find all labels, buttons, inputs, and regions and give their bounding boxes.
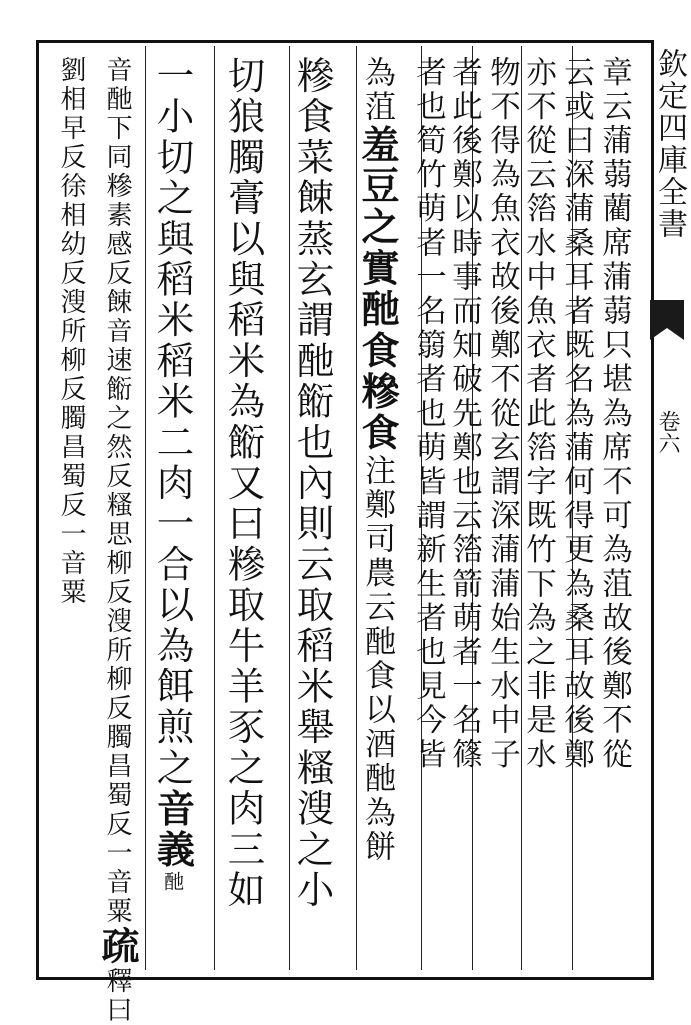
text-column-10 [150,56,196,892]
column-rule [214,46,215,970]
text-column-4: 物不得為魚衣故後鄭不從玄謂深蒲蒲始生水中子 [484,56,520,773]
text-column-3: 亦不從云箈水中魚衣者此箈字既竹下為之非是水 [520,56,556,773]
column-11-note: 音酏下同糝素感反餗音速餰之然反糔思柳反溲所柳反臅昌蜀反一音粟 [102,56,132,926]
volume-label: 卷六 [655,410,680,454]
yinyi-marker: 音義 [150,788,196,872]
column-10-main: 一小切之與稻米稻米二肉一合以為餌煎之 [150,56,195,789]
column-7-note: 注鄭司農云酏食以酒酏為餅 [359,454,395,865]
book-title-margin: 欽定四庫全書 [652,48,687,240]
column-7-prefix: 為菹 [359,56,395,125]
text-column-5: 者此後鄭以時事而知破先鄭也云箈箭萌者一名篠 [446,56,482,773]
column-rule [145,46,146,970]
column-10-tail: 酏 [160,871,185,892]
column-11-tail: 釋曰 [102,967,132,1025]
text-column-2: 云或曰深蒲桑耳者既名為蒲何得更為桑耳故後鄭 [558,56,594,773]
text-column-8: 糝食菜餗蒸玄謂酏餰也內則云取稻米舉糔溲之小 [290,56,335,911]
main-text-large: 羞豆之實酏食糝食 [355,124,400,455]
shu-marker: 疏 [95,926,140,967]
text-column-7 [355,56,400,865]
text-column-1: 章云蒲蒻藺席蒲蒻只堪為席不可為菹故後鄭不從 [596,56,632,773]
column-rule [289,46,290,970]
fishtail-mark [650,300,684,340]
text-column-11 [95,56,140,1025]
text-column-12: 劉相早反徐相幼反溲所柳反臅昌蜀反一音粟 [56,56,86,607]
text-column-6: 者也筍竹萌者一名篛者也萌皆謂新生者也見今皆 [410,56,446,773]
text-column-9: 切狼臅膏以與稻米為餰又曰糝取牛羊豕之肉三如 [221,56,266,911]
